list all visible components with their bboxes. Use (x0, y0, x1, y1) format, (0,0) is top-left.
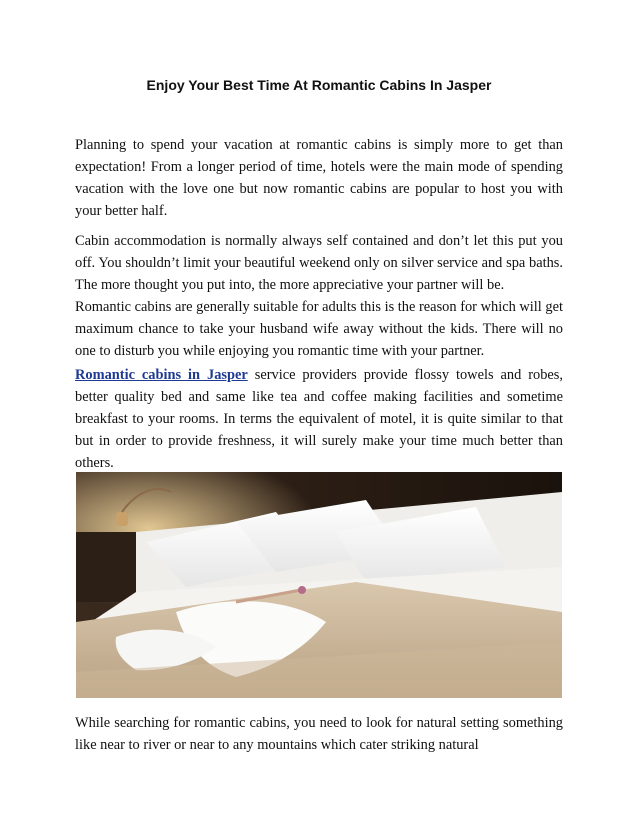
paragraph-intro: Planning to spend your vacation at romantic cabins is simply more to get than expectation! From a longer period of time, hotels were the main mode of spending vacation with the love one but now romantic cabins are popular to host you with your better half. (75, 137, 563, 219)
paragraph-services (75, 364, 563, 474)
romantic-cabins-link[interactable]: Romantic cabins in Jasper (75, 367, 248, 383)
paragraph-natural-setting: While searching for romantic cabins, you need to look for natural setting something like near to river or near to any mountains which cater striking natural (75, 715, 563, 753)
paragraph-accommodation: Cabin accommodation is normally always self contained and don’t let this put you off. You shouldn’t limit your beautiful weekend only on silver service and spa baths. The more thought you put into, the more appreciative your partner will be. (75, 233, 563, 293)
page-title: Enjoy Your Best Time At Romantic Cabins In Jasper (146, 77, 492, 93)
bed-photo-illustration (76, 472, 562, 698)
paragraph-services-text: service providers provide flossy towels and robes, better quality bed and same like tea and coffee making facilities and sometime breakfast to your rooms. In terms the equivalent of motel, it is quite similar to that but in order to provide freshness, it will surely make your time much better than others. (75, 367, 564, 471)
bed-photo (76, 472, 562, 698)
paragraph-adults: Romantic cabins are generally suitable for adults this is the reason for which will get maximum chance to take your husband wife away without the kids. There will no one to disturb you while enjoying you romantic time with your partner. (75, 299, 563, 359)
